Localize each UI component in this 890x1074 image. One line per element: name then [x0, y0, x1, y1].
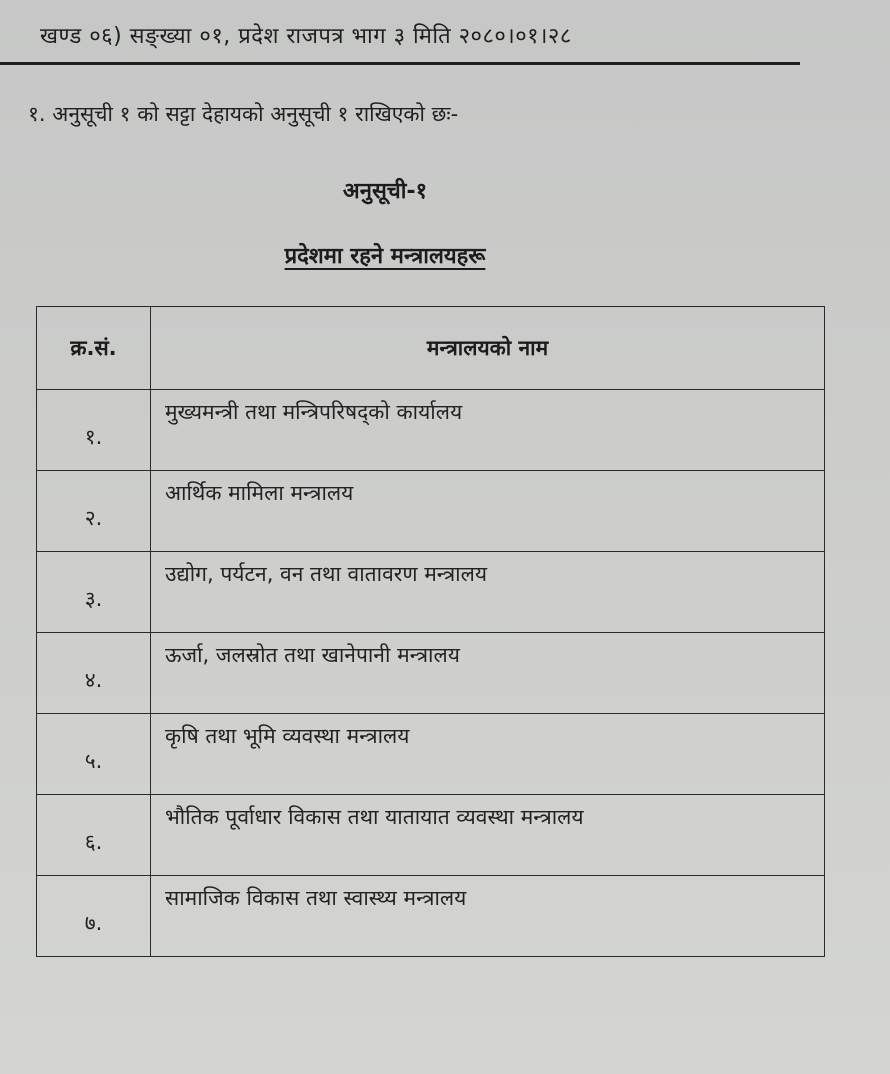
- gazette-header: खण्ड ०६) सङ्ख्या ०१, प्रदेश राजपत्र भाग ३ मिति २०८०।०१।२८: [40, 24, 572, 49]
- ministry-name-cell: [151, 795, 825, 876]
- table-row: [37, 714, 825, 795]
- ministry-name: कृषि तथा भूमि व्यवस्था मन्त्रालय: [165, 724, 410, 748]
- ministry-name-cell: [151, 876, 825, 957]
- serial-number-cell: [37, 390, 151, 471]
- ministry-name: ऊर्जा, जलस्रोत तथा खानेपानी मन्त्रालय: [165, 643, 460, 667]
- ministry-name-cell: [151, 633, 825, 714]
- ministry-name-cell: [151, 471, 825, 552]
- table-row: [37, 633, 825, 714]
- serial-number-cell: [37, 471, 151, 552]
- ministry-name-cell: [151, 552, 825, 633]
- ministry-name: भौतिक पूर्वाधार विकास तथा यातायात व्यवस्था मन्त्रालय: [165, 805, 584, 829]
- schedule-subtitle: [0, 240, 770, 270]
- table-header-row: [37, 307, 825, 390]
- ministry-name-cell: [151, 390, 825, 471]
- serial-number: ४.: [84, 668, 103, 692]
- table-row: [37, 390, 825, 471]
- schedule-title: अनुसूची-१: [342, 179, 428, 204]
- serial-number: २.: [84, 506, 103, 530]
- serial-number: ५.: [84, 749, 103, 773]
- table-row: [37, 795, 825, 876]
- table-row: [37, 876, 825, 957]
- ministry-name: आर्थिक मामिला मन्त्रालय: [165, 481, 354, 505]
- serial-number-cell: [37, 552, 151, 633]
- serial-number: ३.: [84, 587, 103, 611]
- schedule-subtitle-text: प्रदेशमा रहने मन्त्रालयहरू: [284, 244, 486, 269]
- serial-number-cell: [37, 714, 151, 795]
- intro-paragraph: १. अनुसूची १ को सट्टा देहायको अनुसूची १ राखिएको छः-: [28, 102, 459, 126]
- serial-number-cell: [37, 876, 151, 957]
- table-row: [37, 471, 825, 552]
- serial-number: ६.: [84, 830, 103, 854]
- ministry-name: उद्योग, पर्यटन, वन तथा वातावरण मन्त्रालय: [165, 562, 488, 586]
- serial-number: ७.: [84, 911, 103, 935]
- serial-number: १.: [84, 425, 103, 449]
- header-serial-number: क्र.सं.: [37, 307, 151, 390]
- table-row: [37, 552, 825, 633]
- ministry-name: सामाजिक विकास तथा स्वास्थ्य मन्त्रालय: [165, 886, 467, 910]
- serial-number-cell: [37, 633, 151, 714]
- serial-number-cell: [37, 795, 151, 876]
- header-divider: [0, 62, 800, 65]
- ministry-name: मुख्यमन्त्री तथा मन्त्रिपरिषद्को कार्यालय: [165, 400, 463, 424]
- ministries-table: [36, 306, 825, 957]
- header-ministry-name: मन्त्रालयको नाम: [151, 307, 825, 390]
- ministry-name-cell: [151, 714, 825, 795]
